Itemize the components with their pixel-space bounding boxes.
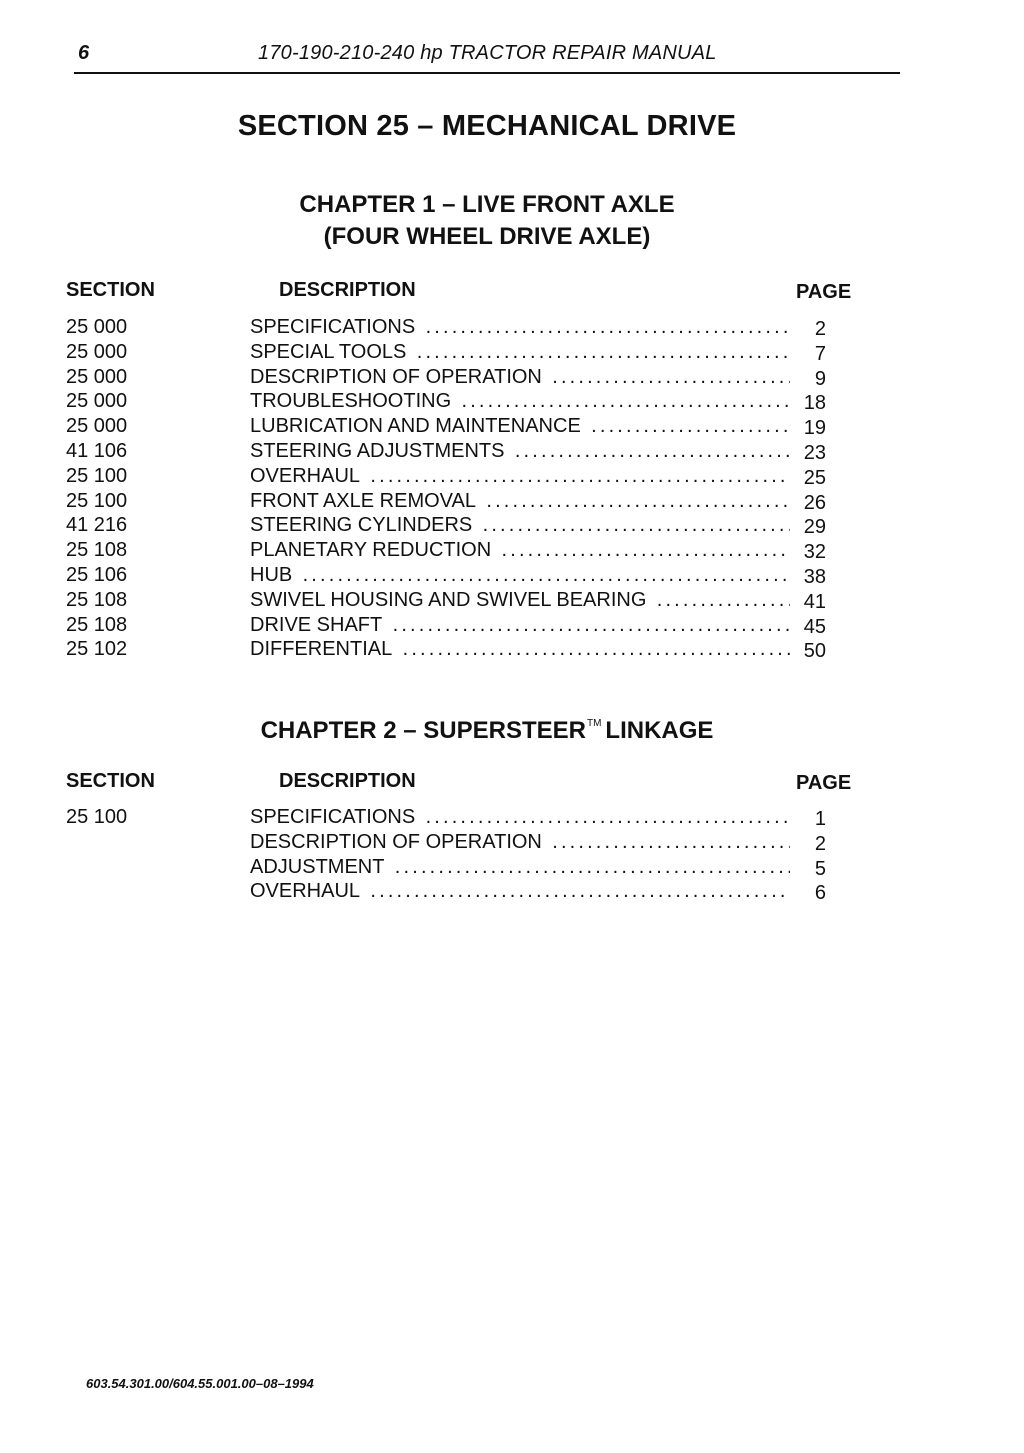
toc-page-number: 6 <box>814 882 826 905</box>
toc-row <box>0 805 1024 830</box>
toc-description: ADJUSTMENT <box>250 855 385 878</box>
toc-description: HUB <box>250 563 293 586</box>
toc-row <box>0 563 1024 588</box>
toc-page-number: 50 <box>803 640 826 663</box>
toc-description: DIFFERENTIAL <box>250 638 393 661</box>
toc-description-leader <box>250 588 790 613</box>
toc-page-number: 45 <box>803 615 826 638</box>
toc-section-code: 25 100 <box>66 806 128 828</box>
chapter2-description-header: DESCRIPTION <box>279 770 416 792</box>
toc-row <box>0 613 1024 638</box>
toc-description: FRONT AXLE REMOVAL <box>250 489 476 512</box>
toc-description-leader <box>250 879 790 904</box>
toc-row <box>0 389 1024 414</box>
toc-description-leader <box>250 563 790 588</box>
toc-description: OVERHAUL <box>250 464 361 487</box>
toc-description: LUBRICATION AND MAINTENANCE <box>250 415 581 438</box>
toc-description: DRIVE SHAFT <box>250 613 383 636</box>
toc-section-code: 25 000 <box>66 316 128 338</box>
toc-row <box>0 637 1024 662</box>
chapter1-title-line1: CHAPTER 1 – LIVE FRONT AXLE <box>299 191 675 218</box>
toc-row <box>0 414 1024 439</box>
toc-section-code: 25 102 <box>66 638 128 661</box>
toc-section-code: 25 108 <box>66 613 128 636</box>
toc-section-code: 25 108 <box>66 588 128 611</box>
chapter1-title-line2: (FOUR WHEEL DRIVE AXLE) <box>323 223 651 250</box>
toc-page-number: 41 <box>803 590 826 613</box>
toc-row <box>0 365 1024 390</box>
toc-section-code: 25 100 <box>66 464 128 487</box>
chapter1-description-header: DESCRIPTION <box>279 279 416 301</box>
toc-description-leader <box>250 464 790 489</box>
chapter1-title <box>0 189 974 253</box>
toc-page-number: 29 <box>803 516 826 539</box>
trademark-mark: TM <box>586 718 602 729</box>
toc-page-number: 1 <box>814 808 826 830</box>
toc-row <box>0 588 1024 613</box>
header-rule <box>74 72 900 74</box>
toc-section-code: 25 000 <box>66 365 128 388</box>
section-title: SECTION 25 – MECHANICAL DRIVE <box>237 110 737 142</box>
toc-row <box>0 513 1024 538</box>
toc-page-number: 5 <box>814 857 826 880</box>
toc-description-leader <box>250 637 790 662</box>
toc-description: DESCRIPTION OF OPERATION <box>250 365 542 388</box>
toc-row <box>0 855 1024 880</box>
toc-page-number: 25 <box>803 466 826 489</box>
toc-description: SPECIFICATIONS <box>250 316 416 338</box>
footer-document-code: 603.54.301.00/604.55.001.00–08–1994 <box>86 1376 314 1391</box>
chapter1-section-header: SECTION <box>66 279 155 301</box>
toc-description: PLANETARY REDUCTION <box>250 539 492 562</box>
toc-row <box>0 830 1024 855</box>
toc-description-leader <box>250 830 790 855</box>
toc-row <box>0 879 1024 904</box>
toc-description: SPECIFICATIONS <box>250 806 416 828</box>
toc-description: STEERING ADJUSTMENTS <box>250 439 505 462</box>
toc-description-leader <box>250 855 790 880</box>
running-title: 170-190-210-240 hp TRACTOR REPAIR MANUAL <box>258 42 717 64</box>
toc-description-leader <box>250 439 790 464</box>
toc-row <box>0 489 1024 514</box>
toc-page-number: 7 <box>814 342 826 365</box>
toc-section-code: 25 100 <box>66 489 128 512</box>
chapter2-title-prefix: CHAPTER 2 – SUPERSTEER <box>260 717 586 744</box>
toc-page-number: 19 <box>803 417 826 440</box>
toc-section-code: 25 000 <box>66 340 128 363</box>
toc-row <box>0 315 1024 340</box>
toc-page-number: 26 <box>803 491 826 514</box>
toc-page-number: 23 <box>803 441 826 464</box>
toc-page-number: 38 <box>803 565 826 588</box>
toc-section-code: 25 108 <box>66 539 128 562</box>
toc-description-leader <box>250 538 790 563</box>
toc-section-code: 25 106 <box>66 563 128 586</box>
toc-description-leader <box>250 340 790 365</box>
toc-description: OVERHAUL <box>250 880 361 903</box>
toc-description: STEERING CYLINDERS <box>250 514 473 537</box>
toc-description-leader <box>250 365 790 390</box>
toc-description-leader <box>250 489 790 514</box>
toc-description: TROUBLESHOOTING <box>250 390 452 413</box>
chapter1-page-header: PAGE <box>796 281 852 303</box>
toc-page-number: 9 <box>814 367 826 390</box>
toc-description-leader <box>250 315 790 340</box>
chapter2-contents-list <box>0 805 1024 904</box>
toc-row <box>0 464 1024 489</box>
page-number: 6 <box>78 42 90 64</box>
toc-page-number: 2 <box>814 832 826 855</box>
toc-page-number: 32 <box>803 541 826 564</box>
toc-section-code: 25 000 <box>66 390 128 413</box>
chapter2-section-header: SECTION <box>66 770 155 792</box>
toc-description-leader <box>250 414 790 439</box>
toc-section-code: 25 000 <box>66 415 128 438</box>
toc-description-leader <box>250 613 790 638</box>
toc-page-number: 18 <box>803 392 826 415</box>
chapter2-title-suffix: LINKAGE <box>605 717 714 744</box>
chapter1-contents-list <box>0 315 1024 662</box>
chapter2-page-header: PAGE <box>796 772 852 794</box>
toc-description-leader <box>250 805 790 830</box>
toc-row <box>0 340 1024 365</box>
toc-row <box>0 538 1024 563</box>
toc-section-code: 41 106 <box>66 439 128 462</box>
toc-page-number: 2 <box>814 318 826 340</box>
toc-description: SPECIAL TOOLS <box>250 340 407 363</box>
toc-description: DESCRIPTION OF OPERATION <box>250 830 542 853</box>
toc-section-code: 41 216 <box>66 514 128 537</box>
toc-description-leader <box>250 513 790 538</box>
chapter2-title <box>0 708 974 747</box>
toc-row <box>0 439 1024 464</box>
toc-description-leader <box>250 389 790 414</box>
toc-description: SWIVEL HOUSING AND SWIVEL BEARING <box>250 588 647 611</box>
